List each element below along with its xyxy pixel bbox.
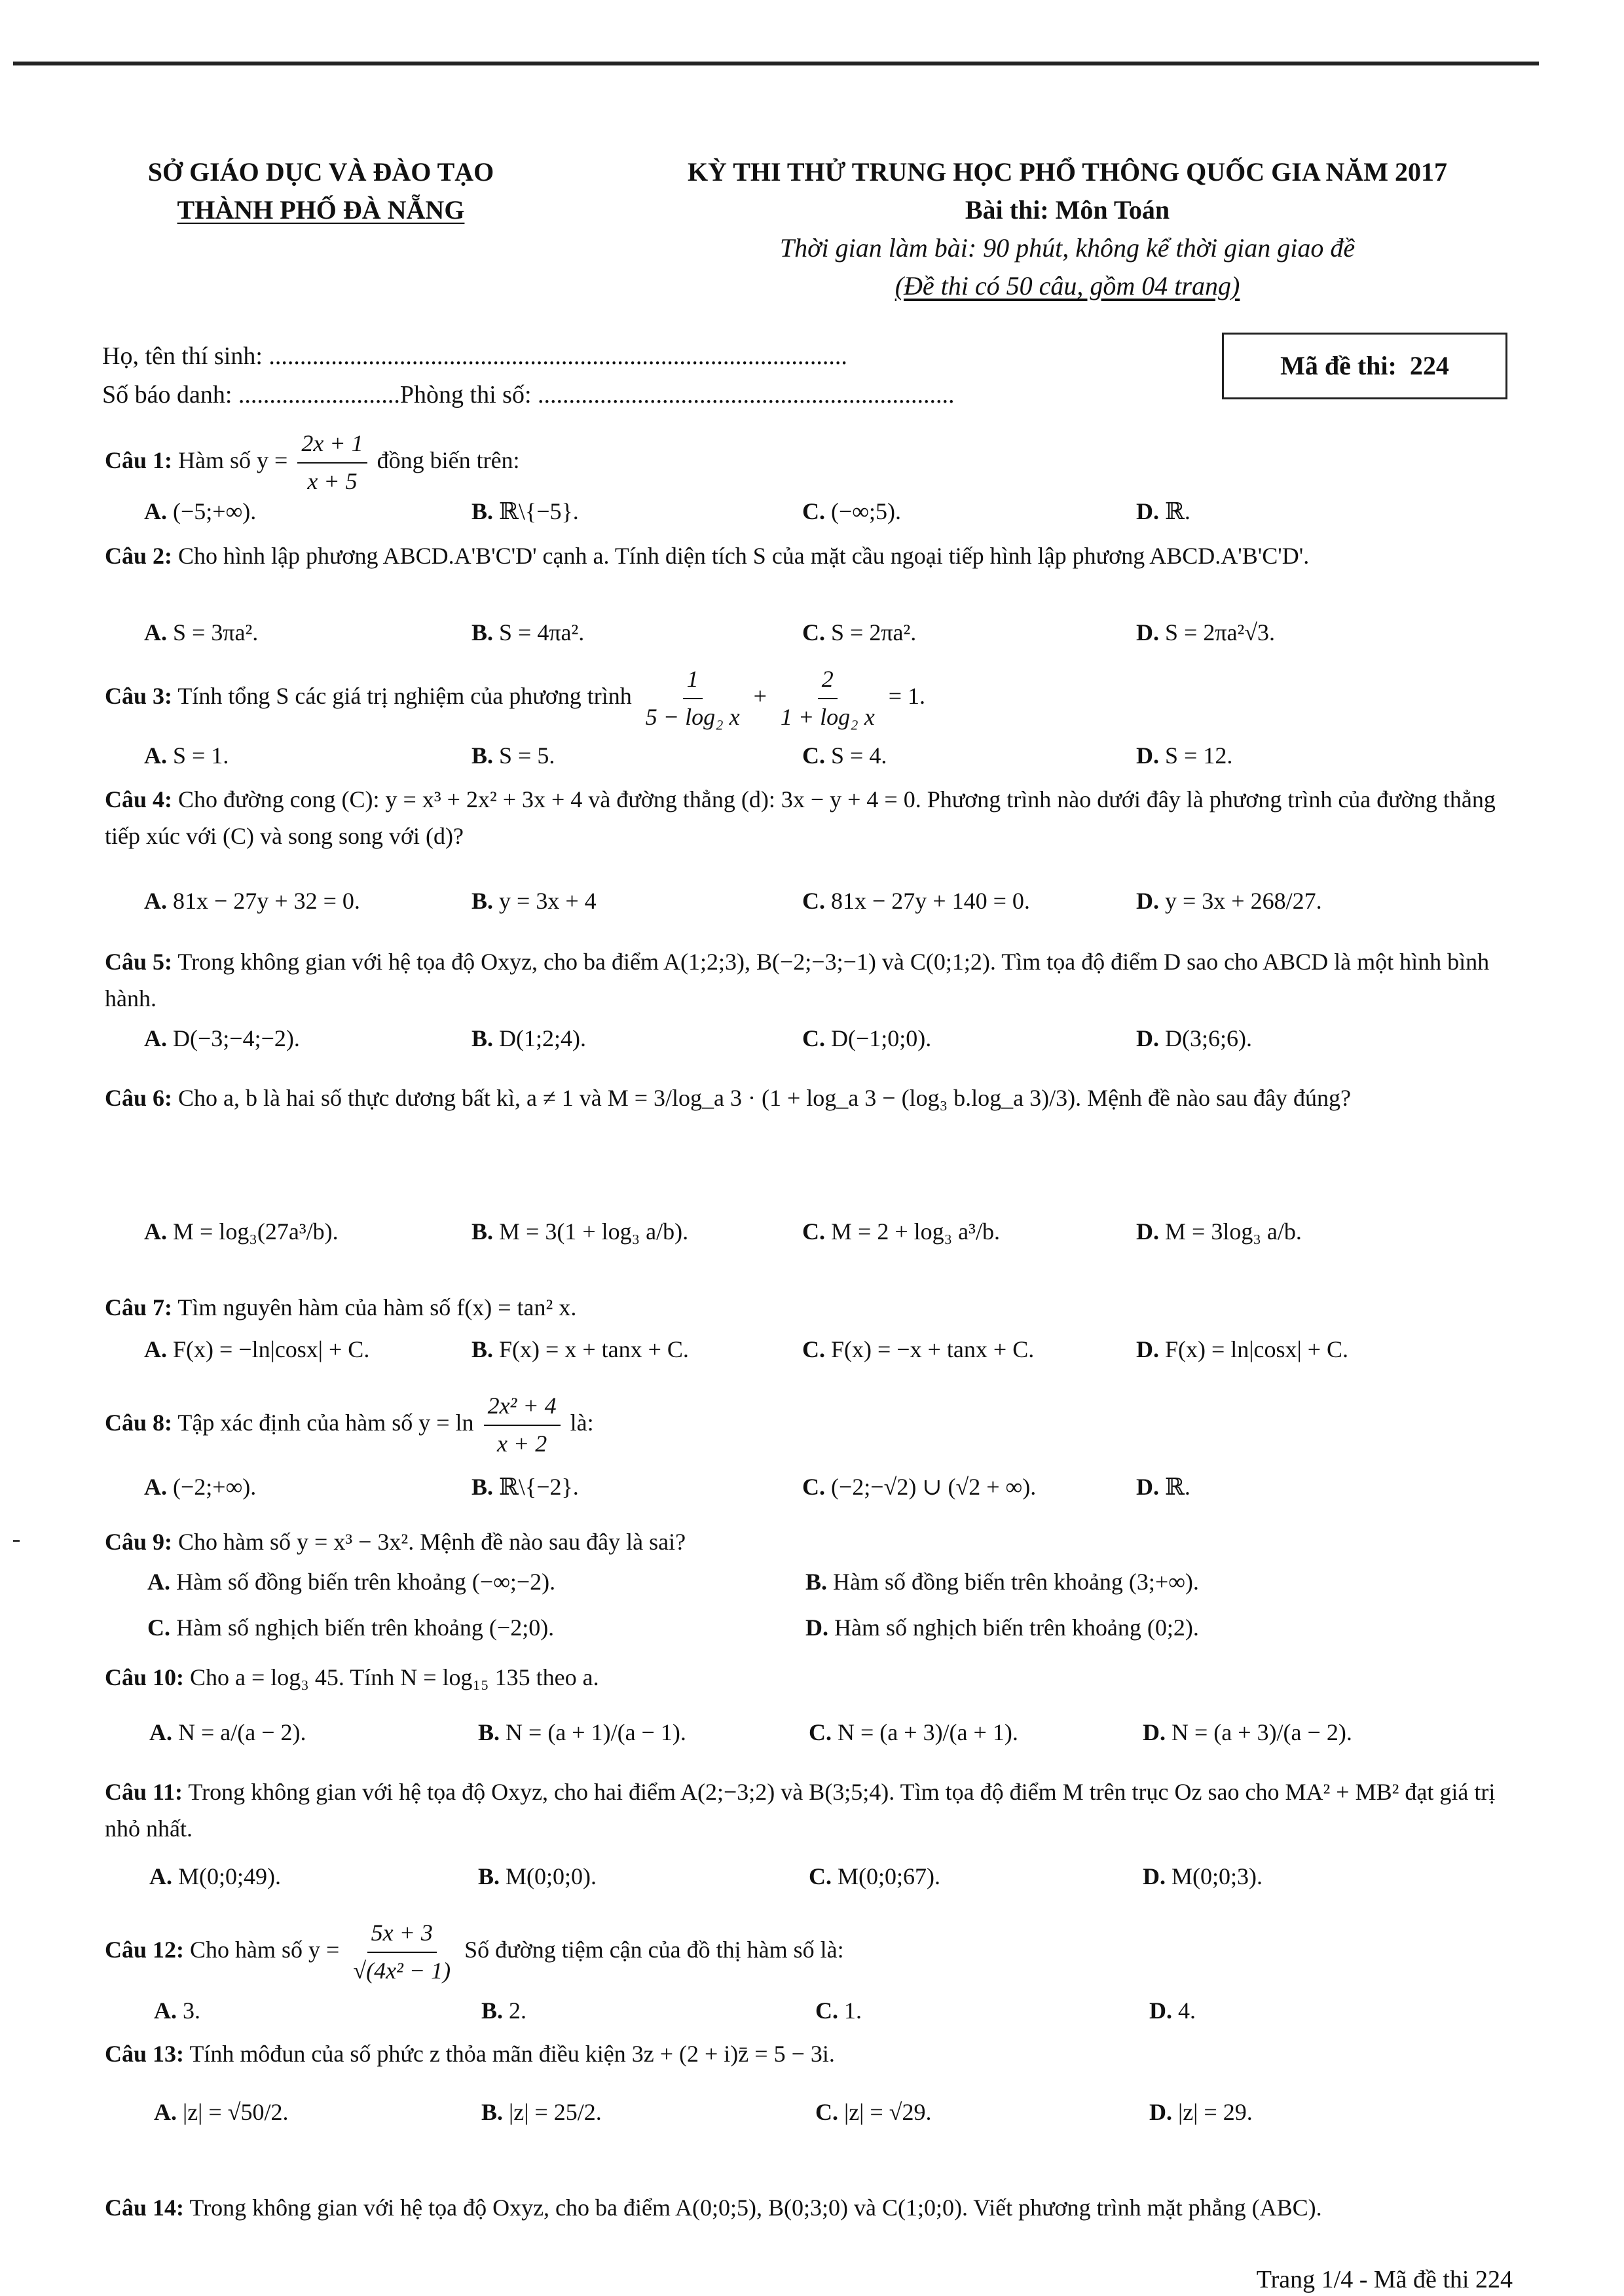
question-9 bbox=[105, 1524, 1506, 1561]
option-c: C. D(−1;0;0). bbox=[802, 1025, 932, 1051]
option-b: B. ℝ\{−5}. bbox=[471, 498, 579, 524]
option-a: A. N = a/(a − 2). bbox=[149, 1719, 306, 1745]
option-c: C. |z| = √29. bbox=[815, 2099, 932, 2125]
question-4 bbox=[105, 782, 1506, 855]
option-a: A. S = 3πa². bbox=[144, 619, 259, 646]
question-text: Trong không gian với hệ tọa độ Oxyz, cho ba điểm A(0;0;5), B(0;3;0) và C(1;0;0). Viết phương trình mặt phẳng (ABC). bbox=[189, 2195, 1322, 2221]
option-d: D. y = 3x + 268/27. bbox=[1136, 888, 1322, 914]
question-label: Câu 9: bbox=[105, 1529, 173, 1555]
question-text: Tính tổng S các giá trị nghiệm của phương trình bbox=[177, 683, 632, 710]
fraction: $\frac{\text{2x² + 4}}{x + 2}$ bbox=[484, 1388, 561, 1463]
question-text: là: bbox=[570, 1410, 594, 1436]
option-b: B. S = 4πa². bbox=[471, 619, 585, 646]
option-a: A. 81x − 27y + 32 = 0. bbox=[144, 888, 360, 914]
option-a: A. |z| = √50/2. bbox=[154, 2099, 289, 2125]
exam-time-note: Thời gian làm bài: 90 phút, không kể thời gian giao đề bbox=[779, 233, 1356, 263]
question-12 bbox=[105, 1915, 1506, 1990]
top-rule bbox=[13, 62, 1539, 65]
question-label: Câu 13: bbox=[105, 2041, 185, 2067]
question-13 bbox=[105, 2036, 1506, 2073]
option-b: B. S = 5. bbox=[471, 742, 555, 769]
option-a: A. Hàm số đồng biến trên khoảng (−∞;−2). bbox=[147, 1569, 556, 1595]
question-label: Câu 7: bbox=[105, 1294, 173, 1321]
candidate-id-field: Số báo danh: ..........................Phòng thi số: ................................................................... bbox=[102, 380, 955, 409]
question-text: Trong không gian với hệ tọa độ Oxyz, cho hai điểm A(2;−3;2) và B(3;5;4). Tìm tọa độ điểm M trên trục Oz sao cho MA² + MB² đạt giá trị nhỏ nhất. bbox=[105, 1779, 1496, 1842]
question-text: Tập xác định của hàm số y = ln bbox=[177, 1410, 474, 1436]
option-a: A. (−2;+∞). bbox=[144, 1474, 257, 1500]
question-text: đồng biến trên: bbox=[377, 447, 520, 474]
option-c: C. S = 2πa². bbox=[802, 619, 917, 646]
question-11 bbox=[105, 1774, 1506, 1848]
option-d: D. M(0;0;3). bbox=[1143, 1863, 1263, 1889]
option-b: B. |z| = 25/2. bbox=[481, 2099, 602, 2125]
question-text: Cho hàm số y = bbox=[190, 1937, 340, 1963]
option-a: A. F(x) = −ln|cosx| + C. bbox=[144, 1336, 370, 1362]
option-c: C. (−∞;5). bbox=[802, 498, 901, 524]
option-b: B. Hàm số đồng biến trên khoảng (3;+∞). bbox=[805, 1569, 1199, 1595]
exam-title: KỲ THI THỬ TRUNG HỌC PHỔ THÔNG QUỐC GIA NĂM 2017 bbox=[687, 157, 1448, 187]
option-a: A. M = log₃(27a³/b). bbox=[144, 1218, 339, 1245]
option-c: C. F(x) = −x + tanx + C. bbox=[802, 1336, 1035, 1362]
option-d: D. F(x) = ln|cosx| + C. bbox=[1136, 1336, 1349, 1362]
question-label: Câu 2: bbox=[105, 543, 173, 569]
exam-pages-note: (Đề thi có 50 câu, gồm 04 trang) bbox=[895, 271, 1240, 301]
question-5 bbox=[105, 944, 1506, 1017]
question-text: Số đường tiệm cận của đồ thị hàm số là: bbox=[464, 1937, 844, 1963]
option-d: D. M = 3log₃ a/b. bbox=[1136, 1218, 1302, 1245]
option-c: C. S = 4. bbox=[802, 742, 887, 769]
fraction: $\frac{2}{\text{1 + log₂ x}}$ bbox=[777, 661, 879, 736]
exam-code-box bbox=[1222, 333, 1507, 399]
option-a: A. (−5;+∞). bbox=[144, 498, 257, 524]
option-d: D. 4. bbox=[1149, 1997, 1196, 2024]
option-a: A. M(0;0;49). bbox=[149, 1863, 281, 1889]
dept-line-2: THÀNH PHỐ ĐÀ NẴNG bbox=[177, 195, 465, 225]
option-b: B. F(x) = x + tanx + C. bbox=[471, 1336, 689, 1362]
page-footer: Trang 1/4 - Mã đề thi 224 bbox=[1256, 2266, 1513, 2293]
option-d: D. ℝ. bbox=[1136, 498, 1190, 524]
exam-code-label: Mã đề thi: bbox=[1280, 351, 1397, 380]
question-10 bbox=[105, 1660, 1506, 1696]
question-text: Tính môđun của số phức z thỏa mãn điều kiện 3z + (2 + i)z̄ = 5 − 3i. bbox=[189, 2041, 835, 2067]
option-c: C. N = (a + 3)/(a + 1). bbox=[809, 1719, 1018, 1745]
question-label: Câu 3: bbox=[105, 683, 173, 710]
option-a: A. S = 1. bbox=[144, 742, 229, 769]
option-c: C. M(0;0;67). bbox=[809, 1863, 940, 1889]
option-c: C. 81x − 27y + 140 = 0. bbox=[802, 888, 1030, 914]
option-d: D. |z| = 29. bbox=[1149, 2099, 1253, 2125]
option-a: A. 3. bbox=[154, 1997, 200, 2024]
fraction: $\frac{2x + 1}{x + 5}$ bbox=[297, 426, 367, 500]
question-label: Câu 1: bbox=[105, 447, 173, 474]
option-b: B. 2. bbox=[481, 1997, 527, 2024]
department-header bbox=[92, 153, 550, 229]
question-label: Câu 12: bbox=[105, 1937, 185, 1963]
option-c: C. M = 2 + log₃ a³/b. bbox=[802, 1218, 1000, 1245]
question-text: Hàm số y = bbox=[178, 447, 288, 474]
exam-code-value: 224 bbox=[1409, 351, 1449, 380]
question-text: Cho đường cong (C): y = x³ + 2x² + 3x + 4 và đường thẳng (d): 3x − y + 4 = 0. Phương trình nào dưới đây là phương trình của đường thẳng tiếp xúc với (C) và song song với (d)? bbox=[105, 786, 1496, 849]
candidate-name-field: Họ, tên thí sinh: ............................................................................................. bbox=[102, 342, 847, 370]
question-label: Câu 8: bbox=[105, 1410, 173, 1436]
question-label: Câu 10: bbox=[105, 1664, 185, 1690]
option-d: D. S = 2πa²√3. bbox=[1136, 619, 1276, 646]
question-1 bbox=[105, 426, 1506, 500]
question-label: Câu 11: bbox=[105, 1779, 183, 1805]
question-text: Cho a, b là hai số thực dương bất kì, a ≠ 1 và M = 3/log_a 3 · (1 + log_a 3 − (log₃ b.log_a 3)/3). Mệnh đề nào sau đây đúng? bbox=[178, 1085, 1351, 1111]
question-14 bbox=[105, 2190, 1506, 2227]
question-text: Cho hình lập phương ABCD.A'B'C'D' cạnh a. Tính diện tích S của mặt cầu ngoại tiếp hình lập phương ABCD.A'B'C'D'. bbox=[178, 543, 1310, 569]
option-d: D. D(3;6;6). bbox=[1136, 1025, 1252, 1051]
fraction: $\frac{1}{\text{5 − log₂ x}}$ bbox=[642, 661, 744, 736]
option-b: B. D(1;2;4). bbox=[471, 1025, 586, 1051]
question-label: Câu 14: bbox=[105, 2195, 185, 2221]
option-b: B. N = (a + 1)/(a − 1). bbox=[478, 1719, 686, 1745]
question-text: Tìm nguyên hàm của hàm số f(x) = tan² x. bbox=[177, 1294, 577, 1321]
question-8 bbox=[105, 1388, 1506, 1463]
option-b: B. y = 3x + 4 bbox=[471, 888, 597, 914]
option-a: A. D(−3;−4;−2). bbox=[144, 1025, 300, 1051]
option-c: C. Hàm số nghịch biến trên khoảng (−2;0). bbox=[147, 1614, 555, 1641]
question-6 bbox=[105, 1080, 1506, 1117]
question-2 bbox=[105, 538, 1506, 575]
question-text: Cho hàm số y = x³ − 3x². Mệnh đề nào sau đây là sai? bbox=[178, 1529, 686, 1555]
option-d: D. S = 12. bbox=[1136, 742, 1233, 769]
option-b: B. M(0;0;0). bbox=[478, 1863, 597, 1889]
option-b: B. ℝ\{−2}. bbox=[471, 1474, 579, 1500]
exam-header bbox=[576, 153, 1559, 305]
margin-mark bbox=[13, 1540, 20, 1542]
option-d: D. N = (a + 3)/(a − 2). bbox=[1143, 1719, 1352, 1745]
question-label: Câu 4: bbox=[105, 786, 173, 812]
exam-subject: Bài thi: Môn Toán bbox=[965, 195, 1170, 225]
question-text: Cho a = log₃ 45. Tính N = log₁₅ 135 theo a. bbox=[190, 1664, 599, 1690]
candidate-info bbox=[102, 337, 955, 414]
question-3: Câu 3: Tính tổng S các giá trị nghiệm của phương trình $\frac{1}{\text{5 − log₂ x}}$ + $\frac{2}{\text{1 + log₂ x}}$ = 1. bbox=[105, 661, 1506, 736]
option-c: C. (−2;−√2) ∪ (√2 + ∞). bbox=[802, 1474, 1037, 1500]
option-b: B. M = 3(1 + log₃ a/b). bbox=[471, 1218, 689, 1245]
option-c: C. 1. bbox=[815, 1997, 862, 2024]
option-d: D. Hàm số nghịch biến trên khoảng (0;2). bbox=[805, 1614, 1199, 1641]
fraction: $\frac{5x + 3}{\text{√(4x² − 1)}}$ bbox=[349, 1915, 454, 1990]
question-label: Câu 5: bbox=[105, 949, 173, 975]
question-label: Câu 6: bbox=[105, 1085, 173, 1111]
question-7 bbox=[105, 1290, 1506, 1326]
question-text: = 1. bbox=[888, 683, 925, 710]
question-text: Trong không gian với hệ tọa độ Oxyz, cho ba điểm A(1;2;3), B(−2;−3;−1) và C(0;1;2). Tìm tọa độ điểm D sao cho ABCD là một hình bình hành. bbox=[105, 949, 1490, 1011]
dept-line-1: SỞ GIÁO DỤC VÀ ĐÀO TẠO bbox=[147, 157, 494, 187]
option-d: D. ℝ. bbox=[1136, 1474, 1190, 1500]
